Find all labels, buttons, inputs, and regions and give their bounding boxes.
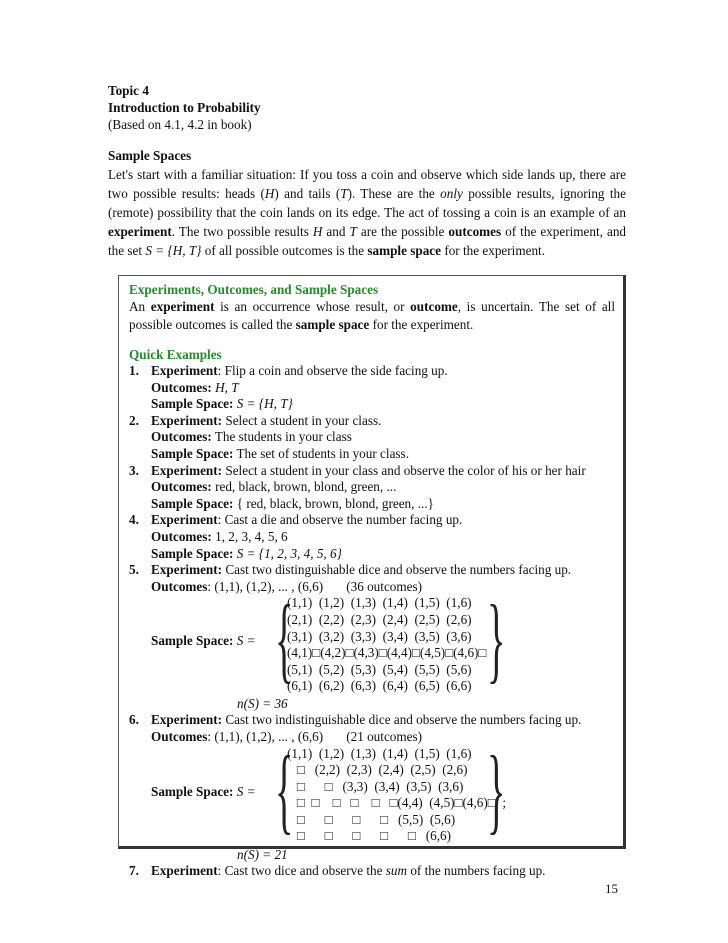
example-outcomes [129, 579, 615, 596]
example-number: 1. [129, 363, 139, 378]
text: experiment [150, 299, 215, 314]
text: Outcomes: [151, 479, 212, 495]
cardinality: n(S) = 21 [237, 846, 288, 862]
text: sample space [295, 317, 370, 332]
text: 1, 2, 3, 4, 5, 6 [211, 528, 288, 544]
left-brace-icon: { [275, 735, 294, 843]
page-header [108, 82, 628, 133]
matrix-row: (5,1) (5,2) (5,3) (5,4) (5,5) (5,6) [287, 661, 472, 677]
text: Outcomes: [151, 429, 212, 445]
text: Outcomes: [151, 528, 212, 544]
text: Experiment [151, 363, 218, 378]
text: Cast two distinguishable dice and observe the numbers facing up. [222, 562, 572, 578]
text: Sample Space: [151, 633, 234, 649]
matrix-row: □ □ □ □ □ (6,6) [287, 828, 452, 844]
text: outcomes [448, 224, 502, 239]
text: sum [385, 862, 408, 878]
box-title: Experiments, Outcomes, and Sample Spaces [129, 282, 379, 297]
text: : Flip a coin and observe the side facing up. [217, 363, 448, 378]
text: Outcomes: [151, 379, 212, 395]
text: An [129, 299, 151, 314]
right-brace-icon: } [487, 735, 506, 843]
matrix-row: (2,1) (2,2) (2,3) (2,4) (2,5) (2,6) [287, 611, 472, 627]
matrix-row: □ □ (3,3) (3,4) (3,5) (3,6) [287, 778, 464, 794]
example-outcomes [129, 479, 615, 496]
text: : Cast a die and observe the number facing up. [217, 512, 463, 528]
example-number: 2. [129, 412, 139, 428]
example-number: 6. [129, 712, 139, 728]
text: for the experiment. [369, 317, 474, 332]
text: : (1,1), (1,2), ... , (6,6) (21 outcomes) [207, 728, 423, 744]
text: outcome [410, 299, 458, 314]
left-brace-icon: { [275, 585, 294, 693]
example-experiment [129, 512, 615, 529]
topic-label: Topic 4 [108, 83, 149, 98]
text: The students in your class [211, 429, 352, 445]
example-number: 4. [129, 512, 139, 528]
example-4 [129, 512, 615, 562]
text: is an occurrence whose result, or [214, 299, 411, 314]
text: : (1,1), (1,2), ... , (6,6) (36 outcomes) [207, 578, 423, 594]
text: Cast two indistinguishable dice and observe the numbers facing up. [222, 712, 582, 728]
matrix-row: (3,1) (3,2) (3,3) (3,4) (3,5) (3,6) [287, 628, 472, 644]
intro-section [108, 147, 626, 260]
text: red, black, brown, blond, green, ... [211, 479, 397, 495]
text: Experiment: [151, 462, 223, 478]
text: Experiment: [151, 712, 223, 728]
example-experiment [129, 363, 615, 380]
cardinality: n(S) = 36 [237, 696, 288, 712]
matrix-row: (1,1) (1,2) (1,3) (1,4) (1,5) (1,6) [287, 595, 472, 611]
example-5 [129, 562, 615, 712]
text: Sample Space: [151, 545, 234, 561]
text: Experiment: [151, 412, 223, 428]
page-title: Introduction to Probability [108, 100, 261, 115]
text: possible results, ignoring the (remote) possibility that the coin lands on its edge. The act of tossing a coin is an example of an [108, 186, 626, 220]
text: Experiment: [151, 562, 223, 578]
text: Select a student in your class and observe the color of his or her hair [222, 462, 586, 478]
intro-paragraph [108, 165, 626, 260]
text: Experiment [151, 862, 218, 878]
example-outcomes [129, 380, 615, 397]
text: Let's start with a familiar situation: If you toss a coin and observe which side lands up, there are two possible results: heads ( [108, 167, 626, 201]
example-number: 7. [129, 862, 139, 878]
example-number: 3. [129, 462, 139, 478]
text: S = [233, 633, 256, 649]
text: Sample Space: [151, 396, 234, 412]
example-sample-space [151, 633, 256, 650]
text: H [312, 224, 323, 239]
matrix-row: (1,1) (1,2) (1,3) (1,4) (1,5) (1,6) [287, 745, 472, 761]
text: Outcomes [151, 578, 208, 594]
matrix-cells [287, 746, 506, 846]
text: of all possible outcomes is the [201, 243, 368, 258]
example-experiment [129, 712, 615, 729]
text: The set of students in your class. [233, 445, 409, 461]
example-experiment [129, 463, 615, 480]
text: H [264, 186, 275, 201]
example-number: 5. [129, 562, 139, 578]
example-2 [129, 413, 615, 463]
example-sample-space [151, 784, 256, 801]
example-sample-space [129, 446, 615, 463]
example-6 [129, 712, 615, 862]
text: { red, black, brown, blond, green, ...} [233, 495, 434, 511]
text: H, T [211, 379, 239, 395]
example-sample-space [129, 496, 615, 513]
text: and [322, 224, 350, 239]
right-brace-icon: } [487, 585, 506, 693]
text: Experiment [151, 512, 218, 528]
matrix-row: □ (2,2) (2,3) (2,4) (2,5) (2,6) [287, 762, 468, 778]
example-sample-space [129, 546, 615, 563]
text: experiment [108, 224, 172, 239]
example-sample-space [129, 396, 615, 413]
example-outcomes [129, 529, 615, 546]
example-outcomes [129, 429, 615, 446]
section-heading: Sample Spaces [108, 148, 192, 163]
text: , is uncertain. The set of all possible outcomes is called the [129, 299, 616, 332]
text: T [349, 224, 357, 239]
example-experiment [129, 562, 615, 579]
text: S = {H, T} [145, 243, 202, 258]
quick-examples-heading: Quick Examples [129, 347, 222, 362]
page-number: 15 [605, 881, 618, 896]
text: Sample Space: [151, 783, 234, 799]
text: S = {1, 2, 3, 4, 5, 6} [233, 545, 342, 561]
text: Select a student in your class. [222, 412, 382, 428]
example-3 [129, 463, 615, 513]
matrix-row: (4,1)□(4,2)□(4,3)□(4,4)□(4,5)□(4,6)□ [287, 645, 487, 661]
text: for the experiment. [441, 243, 546, 258]
text: of the numbers facing up. [407, 862, 546, 878]
text: . The two possible results [171, 224, 313, 239]
example-outcomes [129, 729, 615, 746]
text: sample space [367, 243, 442, 258]
text: Sample Space: [151, 445, 234, 461]
based-on-note: (Based on 4.1, 4.2 in book) [108, 117, 252, 132]
matrix-row: (6,1) (6,2) (6,3) (6,4) (6,5) (6,6) [287, 678, 472, 694]
matrix-cells [287, 595, 486, 695]
text: S = [233, 783, 256, 799]
matrix-row: □ □ □ □ (5,5) (5,6) [287, 811, 456, 827]
matrix-row: □ □ □ □ □ □(4,4) (4,5)□(4,6)□ ; [287, 795, 507, 811]
text: Outcomes [151, 728, 208, 744]
text: of the experiment, and the set [108, 224, 627, 258]
example-experiment [129, 863, 615, 880]
definition-paragraph [129, 298, 615, 334]
text: ) and tails ( [274, 186, 341, 201]
text: are the possible [356, 224, 449, 239]
example-7 [129, 863, 615, 880]
text: Sample Space: [151, 495, 234, 511]
text: only [440, 186, 463, 201]
definition-box [118, 275, 626, 878]
text: ). These are the [347, 186, 441, 201]
text: T [340, 186, 348, 201]
text: S = {H, T} [233, 396, 293, 412]
example-experiment [129, 413, 615, 430]
example-1 [129, 363, 615, 413]
text: : Cast two dice and observe the [217, 862, 386, 878]
